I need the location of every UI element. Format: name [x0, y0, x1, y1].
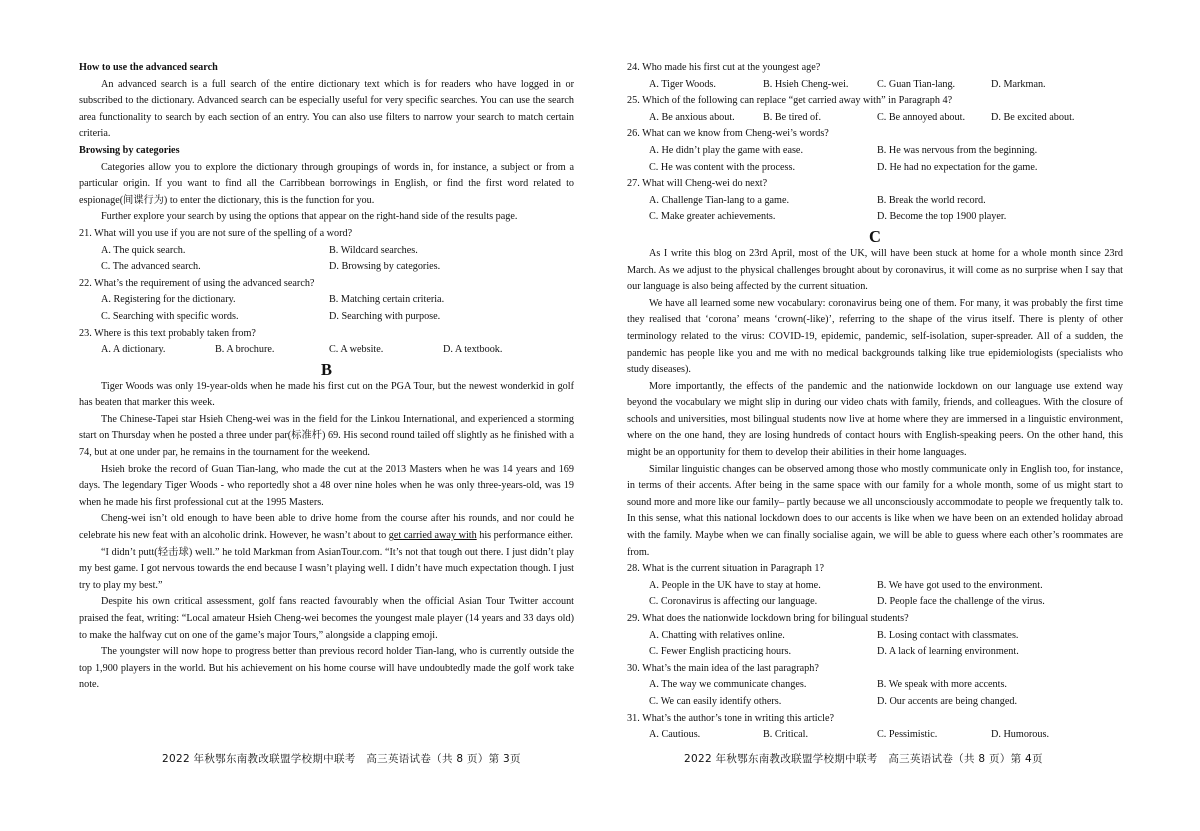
question-28: 28. What is the current situation in Paragraph 1? — [627, 563, 824, 575]
passage-b-paragraph-5: “I didn’t putt(轻击球) well.” he told Markman from AsianTour.com. “It’s not that tough out there. I just didn’t play my best game. I got nervous towards the end because I wasn’t playing well. I didn’t have much expectation though. I just try to play my best.” — [79, 546, 574, 591]
option-25d: D. Be excited about. — [991, 111, 1075, 123]
advanced-search-paragraph: An advanced search is a full search of the entire dictionary text which is for readers who have logged in or subscribed to the dictionary. Advanced search can be especially useful for very specific searches. You can use the search area functionality to search by each section of an entry. You can also use filters to narrow your search to match certain criteria. — [79, 78, 574, 140]
question-30-options-row2 — [627, 694, 1123, 711]
option-24d: D. Markman. — [991, 78, 1046, 90]
question-22-options — [79, 292, 574, 309]
question-29: 29. What does the nationwide lockdown bring for bilingual students? — [627, 613, 909, 624]
option-24c: C. Guan Tian-lang. — [877, 78, 956, 90]
question-30: 30. What’s the main idea of the last paragraph? — [627, 662, 819, 674]
passage-b-paragraph-3: Hsieh broke the record of Guan Tian-lang, who made the cut at the 2013 Masters when he was 14 years and 169 days. The legendary Tiger Woods - who reportedly shot a 48 over nine holes when he was only three-years-old, was 19 when he made his first professional cut at the 1995 Masters. — [79, 463, 574, 508]
option-28a: A. People in the UK have to stay at home. — [649, 579, 821, 591]
option-27b: B. Break the world record. — [877, 194, 986, 206]
question-31-options — [627, 727, 1123, 744]
passage-b-paragraph-2: The Chinese-Tapei star Hsieh Cheng-wei was in the field for the Linkou International, and experienced a storming start on Thursday when he posted a three under par(标准杆) 69. His second round tailed off slightly as he finished with a 74, but at one under par, he remains in the tournament for the weekend. — [79, 413, 574, 459]
question-27-options-row2 — [627, 209, 1123, 226]
option-23b: B. A brochure. — [215, 344, 275, 356]
question-27-options — [627, 193, 1123, 210]
option-30b: B. We speak with more accents. — [877, 679, 1007, 691]
question-26-options — [627, 143, 1123, 160]
question-30-options — [627, 677, 1123, 694]
option-26d: D. He had no expectation for the game. — [877, 161, 1038, 173]
option-30d: D. Our accents are being changed. — [877, 695, 1018, 707]
option-21d: D. Browsing by categories. — [329, 261, 441, 273]
option-28b: B. We have got used to the environment. — [877, 579, 1043, 591]
option-29b: B. Losing contact with classmates. — [877, 629, 1019, 641]
question-22: 22. What’s the requirement of using the advanced search? — [79, 277, 315, 289]
question-25: 25. Which of the following can replace “get carried away with” in Paragraph 4? — [627, 95, 953, 107]
option-22b: B. Matching certain criteria. — [329, 294, 445, 306]
option-28d: D. People face the challenge of the virus. — [877, 596, 1045, 608]
page-3-column — [79, 60, 574, 694]
exam-page-4 — [600, 0, 1200, 831]
option-23c: C. A website. — [329, 344, 384, 356]
further-explore-paragraph: Further explore your search by using the options that appear on the right-hand side of the results page. — [101, 211, 518, 223]
option-26a: A. He didn’t play the game with ease. — [649, 144, 803, 156]
option-22c: C. Searching with specific words. — [101, 310, 239, 322]
passage-b-paragraph-1: Tiger Woods was only 19-year-olds when he made his first cut on the PGA Tour, but the newest wonderkid in golf has beaten that marker this week. — [79, 380, 574, 409]
option-26b: B. He was nervous from the beginning. — [877, 144, 1038, 156]
option-25a: A. Be anxious about. — [649, 111, 735, 123]
option-24b: B. Hsieh Cheng-wei. — [763, 78, 849, 90]
option-31c: C. Pessimistic. — [877, 729, 938, 741]
question-28-options-row2 — [627, 594, 1123, 611]
passage-c-paragraph-4: Similar linguistic changes can be observed among those who mostly communicate only in English too, for instance, in terms of their accents. After being in the same space with our family for a whole month, some of us might start to sound more and more like our family– partly because we all unconsciously accommodate to people we frequently talk to. In this sense, what this national lockdown does to our accents is like when we have been on an extended holiday abroad with the family. Maybe when we can finally socialise again, we will be able to guess where each other’s roommates are from. — [627, 463, 1123, 558]
question-29-options — [627, 628, 1123, 645]
option-22d: D. Searching with purpose. — [329, 310, 441, 322]
underlined-phrase: get carried away with — [388, 530, 477, 542]
option-26c: C. He was content with the process. — [649, 161, 795, 173]
option-29a: A. Chatting with relatives online. — [649, 629, 785, 641]
option-24a: A. Tiger Woods. — [649, 78, 716, 90]
passage-c-paragraph-1: As I write this blog on 23rd April, most of the UK, will have been stuck at home for a whole month since 23rd March. As we adjust to the physical challenges brought about by coronavirus, it will come as no surprise when I say that our language is also being affected by the current situation. — [627, 247, 1123, 293]
question-24-options — [627, 77, 1123, 94]
option-25c: C. Be annoyed about. — [877, 111, 965, 123]
passage-c-paragraph-2: We have all learned some new vocabulary: coronavirus being one of them. For many, it was probably the first time they realised that ‘corona’ means ‘crown(-like)’, referring to the shape of the virus itself. There is plenty of other terminology related to the virus: COVID-19, epidemic, pandemic, self-isolation, super-spreader. All of a sudden, the pandemic has people like you and me with no medical backgrounds talking like true epidemiologists (specialists who study diseases). — [627, 297, 1123, 376]
question-22-options-row2 — [79, 309, 574, 326]
question-24: 24. Who made his first cut at the youngest age? — [627, 62, 821, 73]
passage-b-paragraph-6: Despite his own critical assessment, golf fans reacted favourably when the official Asian Tour Twitter account praised the feat, writing: “Local amateur Hsieh Cheng-wei becomes the youngest male player (14 years and 33 days old) to make the halfway cut on one of the game’s major Tours,” alongside a clapping emoji. — [79, 596, 574, 641]
browsing-heading: Browsing by categories — [79, 144, 180, 156]
option-27d: D. Become the top 1900 player. — [877, 211, 1007, 223]
paragraph-4-text-end: his performance either. — [476, 530, 573, 542]
option-22a: A. Registering for the dictionary. — [101, 294, 236, 306]
advanced-search-heading: How to use the advanced search — [79, 62, 218, 73]
option-29d: D. A lack of learning environment. — [877, 646, 1019, 658]
passage-c-paragraph-3: More importantly, the effects of the pandemic and the nationwide lockdown on our language use extend way beyond the vocabulary we might slip in during our video chats with family, friends, and colleagues. With the closure of schools and universities, most bilingual students now live at home where they are immersed in a linguistic environment, where on the one hand, they are losing hundreds of contact hours with English-speaking peers. On the other hand, this might be an opportunity for them to develop their abilities in their home languages. — [627, 380, 1123, 459]
passage-b-paragraph-4 — [79, 511, 574, 544]
option-27a: A. Challenge Tian-lang to a game. — [649, 194, 790, 206]
question-21-options — [79, 243, 574, 260]
option-25b: B. Be tired of. — [763, 111, 822, 123]
option-23d: D. A textbook. — [443, 344, 503, 356]
option-31a: A. Cautious. — [649, 729, 701, 741]
section-c-heading: C — [869, 226, 881, 246]
question-21-options-row2 — [79, 259, 574, 276]
option-30c: C. We can easily identify others. — [649, 695, 782, 707]
question-23-options — [79, 342, 574, 359]
option-27c: C. Make greater achievements. — [649, 211, 776, 223]
question-25-options — [627, 110, 1123, 127]
question-27: 27. What will Cheng-wei do next? — [627, 178, 768, 190]
passage-b-paragraph-7: The youngster will now hope to progress better than previous record holder Tian-lang, who is currently outside the top 1,900 players in the world. But his achievement on his home course will have undoubtedly made the golf work take note. — [79, 646, 574, 691]
page-3-footer: 2022 年秋鄂东南教改联盟学校期中联考 高三英语试卷（共 8 页）第 3页 — [162, 753, 521, 765]
question-26-options-row2 — [627, 160, 1123, 177]
option-29c: C. Fewer English practicing hours. — [649, 646, 792, 658]
question-28-options — [627, 578, 1123, 595]
section-b-heading: B — [320, 359, 332, 379]
option-31b: B. Critical. — [763, 729, 808, 741]
page-4-column — [627, 60, 1123, 744]
question-29-options-row2 — [627, 644, 1123, 661]
option-21b: B. Wildcard searches. — [329, 244, 418, 256]
option-23a: A. A dictionary. — [101, 344, 166, 356]
question-23: 23. Where is this text probably taken from? — [79, 327, 256, 339]
option-21c: C. The advanced search. — [101, 261, 201, 273]
question-31: 31. What’s the author’s tone in writing this article? — [627, 712, 835, 724]
browsing-paragraph: Categories allow you to explore the dictionary through groupings of words in, for instance, a subject or from a particular origin. If you want to find all the Carribbean borrowings in English, or find the first word related to espionage(间谍行为) to enter the dictionary, this is the function for you. — [79, 161, 574, 206]
paragraph-4-text-start: Cheng-wei isn’t old enough to have been able to drive home from the course after his rounds, and nor could he celebrate his new feat with an alcoholic drink. However, he wasn’t about to — [79, 513, 574, 542]
option-30a: A. The way we communicate changes. — [649, 679, 807, 691]
question-26: 26. What can we know from Cheng-wei’s words? — [627, 128, 829, 140]
question-21: 21. What will you use if you are not sure of the spelling of a word? — [79, 227, 353, 239]
page-4-footer: 2022 年秋鄂东南教改联盟学校期中联考 高三英语试卷（共 8 页）第 4页 — [684, 753, 1043, 765]
option-21a: A. The quick search. — [101, 244, 186, 256]
option-31d: D. Humorous. — [991, 729, 1050, 741]
option-28c: C. Coronavirus is affecting our language. — [649, 596, 818, 608]
